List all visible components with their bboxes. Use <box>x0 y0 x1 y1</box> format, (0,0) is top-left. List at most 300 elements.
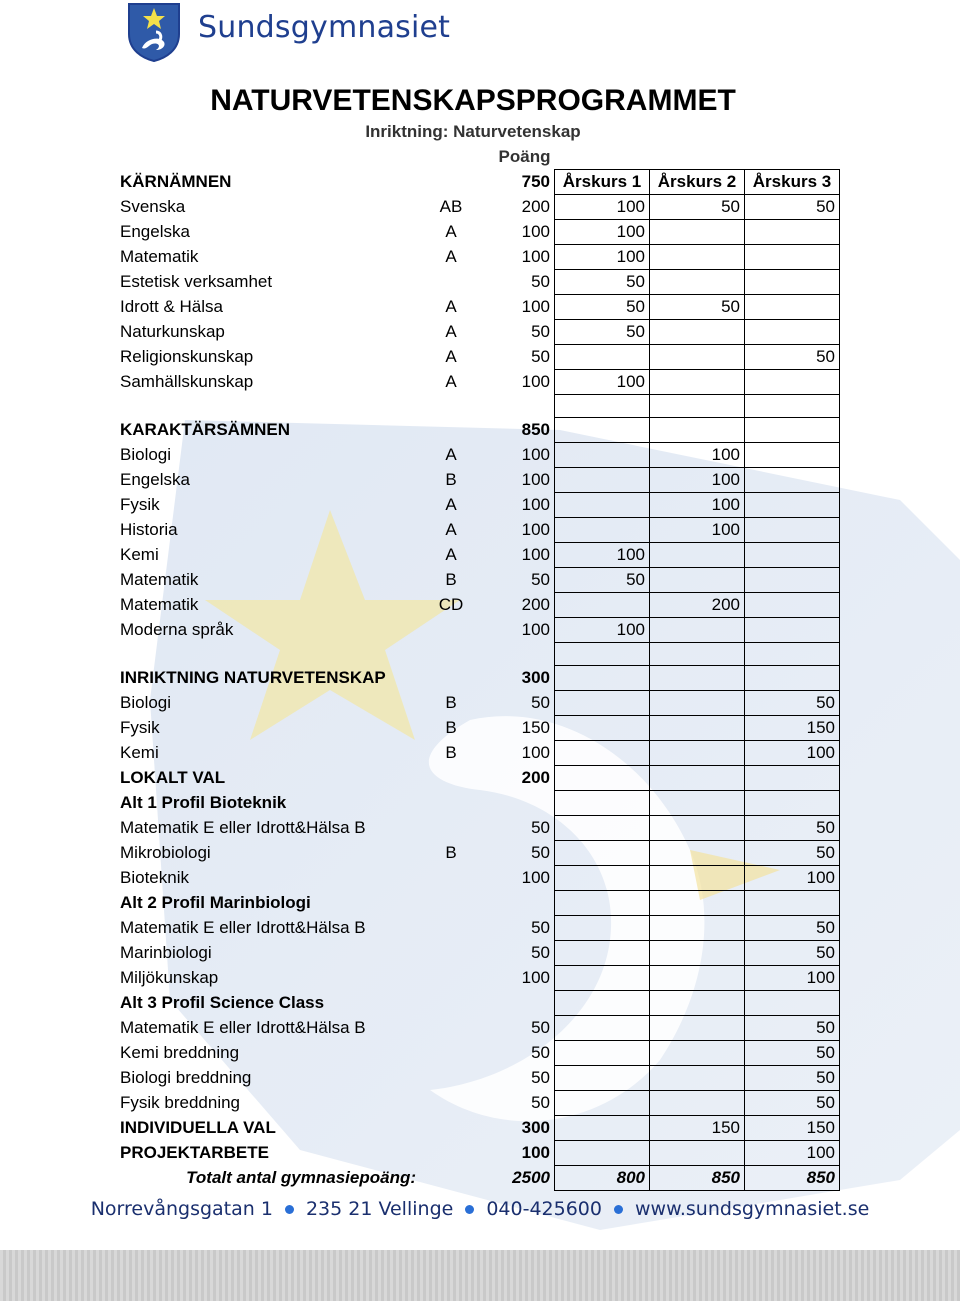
course-points: 50 <box>531 1043 550 1062</box>
course-level: B <box>445 693 457 712</box>
course-points: 100 <box>521 445 550 464</box>
subject-name: Svenska <box>120 197 186 216</box>
subject-name: Bioteknik <box>120 868 189 887</box>
year-1-points <box>555 941 650 966</box>
footer-postal: 235 21 Vellinge <box>305 1198 454 1220</box>
table-row <box>116 691 840 716</box>
course-level: B <box>445 718 457 737</box>
course-level <box>426 618 476 643</box>
year-3-points <box>745 891 840 916</box>
subject-name: Kemi <box>120 545 159 564</box>
course-points <box>476 643 555 666</box>
course-level <box>426 891 476 916</box>
school-crest-icon <box>126 2 182 62</box>
table-row <box>116 518 840 543</box>
year-2-points <box>650 991 745 1016</box>
year-2-points <box>650 320 745 345</box>
year-1-points <box>555 1141 650 1166</box>
course-level <box>426 766 476 791</box>
year-2-points <box>650 418 745 443</box>
course-points: 100 <box>521 620 550 639</box>
course-points: 100 <box>521 1143 550 1162</box>
spacer-row <box>116 395 840 418</box>
subject-name: KÄRNÄMNEN <box>120 172 232 191</box>
course-points: 50 <box>531 693 550 712</box>
year-1-points <box>555 1091 650 1116</box>
table-row <box>116 1041 840 1066</box>
course-points: 100 <box>521 520 550 539</box>
year-1-points: 50 <box>555 320 650 345</box>
year-1-points <box>555 468 650 493</box>
year-3-points: 50 <box>745 1066 840 1091</box>
course-points: 100 <box>521 545 550 564</box>
subject-name: Engelska <box>120 470 190 489</box>
subject-name: Fysik <box>120 495 160 514</box>
subject-name: Mikrobiologi <box>120 843 211 862</box>
subject-name: Historia <box>120 520 178 539</box>
year-1-points <box>555 418 650 443</box>
year-3-points <box>745 320 840 345</box>
year-2-points <box>650 866 745 891</box>
course-points: 750 <box>521 172 550 191</box>
year-2-points: 50 <box>650 295 745 320</box>
subject-name: Matematik E eller Idrott&Hälsa B <box>120 818 366 837</box>
year-1-points <box>555 666 650 691</box>
course-points <box>476 991 555 1016</box>
year-2-points <box>650 643 745 666</box>
subject-name: Moderna språk <box>120 620 234 639</box>
year-2-points <box>650 691 745 716</box>
year-3-points: 100 <box>745 866 840 891</box>
bullet-dot-icon <box>614 1205 623 1214</box>
year-2-points: 100 <box>650 493 745 518</box>
year-3-points <box>745 643 840 666</box>
year-1-points <box>555 1116 650 1141</box>
year-2-points <box>650 666 745 691</box>
footer-address: Norrevångsgatan 1 <box>90 1198 273 1220</box>
table-row <box>116 741 840 766</box>
table-row <box>116 841 840 866</box>
course-points: 100 <box>521 968 550 987</box>
year-2-points <box>650 716 745 741</box>
year-3-points <box>745 593 840 618</box>
header-blank-cell <box>745 145 840 170</box>
course-points: 50 <box>531 570 550 589</box>
course-level: A <box>445 322 457 341</box>
table-row <box>116 370 840 395</box>
year-3-points: 100 <box>745 966 840 991</box>
year-2-points: 850 <box>650 1166 745 1191</box>
course-points: 50 <box>531 1093 550 1112</box>
year-3-points <box>745 766 840 791</box>
year-2-points <box>650 1066 745 1091</box>
table-row <box>116 966 840 991</box>
course-level <box>426 941 476 966</box>
course-points: 100 <box>521 743 550 762</box>
section-row <box>116 170 840 195</box>
year-2-points: 150 <box>650 1116 745 1141</box>
year-1-points: 100 <box>555 618 650 643</box>
course-level: A <box>445 297 457 316</box>
subject-name: Kemi <box>120 743 159 762</box>
year-3-points <box>745 443 840 468</box>
subject-name: Matematik <box>120 247 199 266</box>
course-level <box>426 395 476 418</box>
page-title: NATURVETENSKAPSPROGRAMMET <box>210 84 736 117</box>
year-3-points: 50 <box>745 841 840 866</box>
year-1-points <box>555 791 650 816</box>
year-3-points <box>745 518 840 543</box>
course-points: 300 <box>521 1118 550 1137</box>
subsection-row <box>116 791 840 816</box>
year-2-points: 100 <box>650 443 745 468</box>
year-2-points <box>650 345 745 370</box>
year-1-points <box>555 716 650 741</box>
course-level <box>426 418 476 443</box>
year-2-points <box>650 941 745 966</box>
bullet-dot-icon <box>465 1205 474 1214</box>
course-points: 2500 <box>512 1168 550 1187</box>
year-header: Årskurs 3 <box>745 170 840 195</box>
year-3-points <box>745 543 840 568</box>
course-points <box>476 395 555 418</box>
year-1-points <box>555 593 650 618</box>
course-points <box>476 791 555 816</box>
course-points: 100 <box>521 495 550 514</box>
course-level: A <box>445 445 457 464</box>
year-3-points <box>745 295 840 320</box>
year-1-points <box>555 916 650 941</box>
table-row <box>116 1016 840 1041</box>
year-1-points <box>555 518 650 543</box>
year-2-points: 100 <box>650 518 745 543</box>
year-2-points <box>650 966 745 991</box>
year-3-points: 50 <box>745 916 840 941</box>
course-level: AB <box>439 197 463 216</box>
course-level: A <box>445 347 457 366</box>
table-row <box>116 320 840 345</box>
course-points: 150 <box>521 718 550 737</box>
year-2-points <box>650 1091 745 1116</box>
year-header: Årskurs 2 <box>650 170 745 195</box>
header-level-cell <box>426 145 476 170</box>
year-1-points: 100 <box>555 543 650 568</box>
course-level <box>426 791 476 816</box>
year-1-points <box>555 395 650 418</box>
course-level <box>426 966 476 991</box>
table-row <box>116 245 840 270</box>
table-row <box>116 1066 840 1091</box>
year-3-points: 50 <box>745 691 840 716</box>
table-row <box>116 493 840 518</box>
course-points: 100 <box>521 372 550 391</box>
subsection-row <box>116 991 840 1016</box>
subject-name: Matematik E eller Idrott&Hälsa B <box>120 918 366 937</box>
course-points: 50 <box>531 818 550 837</box>
footer-website[interactable]: www.sundsgymnasiet.se <box>634 1198 870 1220</box>
year-2-points <box>650 618 745 643</box>
year-3-points <box>745 991 840 1016</box>
footer-phone: 040-425600 <box>486 1198 602 1220</box>
year-3-points <box>745 493 840 518</box>
table-row <box>116 866 840 891</box>
year-1-points <box>555 1016 650 1041</box>
year-1-points <box>555 443 650 468</box>
course-level <box>426 1166 476 1191</box>
subject-name: INRIKTNING NATURVETENSKAP <box>120 668 386 687</box>
table-row <box>116 1091 840 1116</box>
year-1-points <box>555 816 650 841</box>
subject-name: Biologi breddning <box>120 1068 252 1087</box>
year-1-points <box>555 866 650 891</box>
subject-name: Totalt antal gymnasiepoäng: <box>186 1168 416 1187</box>
year-1-points: 50 <box>555 270 650 295</box>
subject-name: Estetisk verksamhet <box>120 272 273 291</box>
table-row <box>116 543 840 568</box>
course-level <box>426 1091 476 1116</box>
course-level <box>426 1041 476 1066</box>
course-points: 50 <box>531 1068 550 1087</box>
points-header: Poäng <box>498 147 551 167</box>
footer-band <box>0 1250 960 1301</box>
course-level: A <box>445 520 457 539</box>
brand-name: Sundsgymnasiet <box>198 10 451 45</box>
course-points: 100 <box>521 297 550 316</box>
subject-name: Religionskunskap <box>120 347 254 366</box>
section-row <box>116 418 840 443</box>
course-points <box>476 891 555 916</box>
year-3-points: 150 <box>745 1116 840 1141</box>
year-3-points: 50 <box>745 1091 840 1116</box>
year-3-points: 50 <box>745 1041 840 1066</box>
year-1-points: 50 <box>555 295 650 320</box>
course-level: A <box>445 545 457 564</box>
year-3-points <box>745 666 840 691</box>
year-2-points <box>650 916 745 941</box>
year-1-points <box>555 345 650 370</box>
year-2-points <box>650 543 745 568</box>
course-points: 50 <box>531 272 550 291</box>
year-2-points <box>650 891 745 916</box>
course-level <box>426 916 476 941</box>
course-level: A <box>445 247 457 266</box>
course-points: 300 <box>521 668 550 687</box>
course-level <box>426 1066 476 1091</box>
subject-name: Alt 1 Profil Bioteknik <box>120 793 287 812</box>
course-level <box>426 1141 476 1166</box>
course-level <box>426 991 476 1016</box>
year-1-points <box>555 493 650 518</box>
subject-name: INDIVIDUELLA VAL <box>120 1118 276 1137</box>
course-level <box>426 643 476 666</box>
year-1-points: 800 <box>555 1166 650 1191</box>
year-3-points <box>745 245 840 270</box>
year-2-points: 200 <box>650 593 745 618</box>
year-3-points: 150 <box>745 716 840 741</box>
subject-name: Alt 2 Profil Marinbiologi <box>120 893 311 912</box>
course-level <box>426 866 476 891</box>
year-2-points <box>650 1016 745 1041</box>
table-row <box>116 716 840 741</box>
year-2-points <box>650 568 745 593</box>
table-row <box>116 220 840 245</box>
course-level <box>426 666 476 691</box>
year-3-points <box>745 395 840 418</box>
course-plan-table <box>116 145 840 1191</box>
year-3-points: 100 <box>745 741 840 766</box>
course-points: 200 <box>521 595 550 614</box>
subject-name: Matematik E eller Idrott&Hälsa B <box>120 1018 366 1037</box>
year-2-points <box>650 816 745 841</box>
year-1-points <box>555 1041 650 1066</box>
course-level <box>426 170 476 195</box>
year-3-points <box>745 220 840 245</box>
course-points: 100 <box>521 247 550 266</box>
table-row <box>116 195 840 220</box>
year-2-points <box>650 1041 745 1066</box>
header-blank-cell <box>650 145 745 170</box>
subject-name: Kemi breddning <box>120 1043 240 1062</box>
year-2-points: 100 <box>650 468 745 493</box>
course-points: 50 <box>531 943 550 962</box>
total-row <box>116 1166 840 1191</box>
subject-name: PROJEKTARBETE <box>120 1143 269 1162</box>
year-1-points: 50 <box>555 568 650 593</box>
course-level <box>426 270 476 295</box>
year-1-points: 100 <box>555 195 650 220</box>
year-2-points <box>650 791 745 816</box>
course-level: A <box>445 222 457 241</box>
footer-contact <box>0 1198 960 1220</box>
subject-name <box>116 643 426 666</box>
year-1-points <box>555 891 650 916</box>
header-name-cell <box>116 145 426 170</box>
course-level: B <box>445 470 457 489</box>
section-row <box>116 1116 840 1141</box>
table-row <box>116 618 840 643</box>
course-level <box>426 1116 476 1141</box>
year-1-points <box>555 643 650 666</box>
section-row <box>116 1141 840 1166</box>
table-row <box>116 568 840 593</box>
course-points: 200 <box>521 768 550 787</box>
subject-name: Marinbiologi <box>120 943 212 962</box>
subject-name: Engelska <box>120 222 190 241</box>
table-row <box>116 593 840 618</box>
course-level: B <box>445 570 457 589</box>
year-3-points: 100 <box>745 1141 840 1166</box>
year-1-points: 100 <box>555 370 650 395</box>
year-1-points: 100 <box>555 220 650 245</box>
course-points: 50 <box>531 843 550 862</box>
year-1-points <box>555 691 650 716</box>
year-3-points: 50 <box>745 816 840 841</box>
year-2-points <box>650 245 745 270</box>
subject-name: Matematik <box>120 595 199 614</box>
year-3-points: 850 <box>745 1166 840 1191</box>
course-points: 50 <box>531 918 550 937</box>
course-points: 50 <box>531 347 550 366</box>
course-points: 850 <box>521 420 550 439</box>
subject-name: LOKALT VAL <box>120 768 226 787</box>
table-row <box>116 443 840 468</box>
subject-name: Biologi <box>120 445 172 464</box>
page-subtitle: Inriktning: Naturvetenskap <box>365 122 581 141</box>
header-row <box>116 145 840 170</box>
table-row <box>116 916 840 941</box>
table-row <box>116 345 840 370</box>
year-header: Årskurs 1 <box>555 170 650 195</box>
year-1-points <box>555 991 650 1016</box>
year-1-points <box>555 741 650 766</box>
bullet-dot-icon <box>285 1205 294 1214</box>
year-3-points: 50 <box>745 1016 840 1041</box>
subject-name: Fysik <box>120 718 160 737</box>
year-2-points <box>650 370 745 395</box>
year-3-points: 50 <box>745 345 840 370</box>
year-2-points <box>650 741 745 766</box>
year-2-points <box>650 270 745 295</box>
year-1-points: 100 <box>555 245 650 270</box>
subject-name: Alt 3 Profil Science Class <box>120 993 325 1012</box>
course-points: 200 <box>521 197 550 216</box>
subject-name: Samhällskunskap <box>120 372 254 391</box>
year-3-points: 50 <box>745 941 840 966</box>
year-3-points <box>745 618 840 643</box>
course-level: A <box>445 372 457 391</box>
year-1-points <box>555 766 650 791</box>
year-3-points <box>745 468 840 493</box>
year-1-points <box>555 1066 650 1091</box>
subject-name: Naturkunskap <box>120 322 225 341</box>
subject-name: Fysik breddning <box>120 1093 241 1112</box>
table-row <box>116 941 840 966</box>
year-2-points <box>650 766 745 791</box>
header-blank-cell <box>555 145 650 170</box>
subject-name: Idrott & Hälsa <box>120 297 223 316</box>
course-level: B <box>445 843 457 862</box>
subject-name: Biologi <box>120 693 172 712</box>
year-2-points <box>650 395 745 418</box>
year-3-points <box>745 568 840 593</box>
course-level: B <box>445 743 457 762</box>
year-3-points: 50 <box>745 195 840 220</box>
year-2-points <box>650 220 745 245</box>
course-points: 50 <box>531 1018 550 1037</box>
course-level <box>426 1016 476 1041</box>
year-1-points <box>555 966 650 991</box>
table-row <box>116 468 840 493</box>
table-row <box>116 295 840 320</box>
year-2-points <box>650 1141 745 1166</box>
course-points: 100 <box>521 470 550 489</box>
course-level: A <box>445 495 457 514</box>
subject-name <box>116 395 426 418</box>
year-3-points <box>745 791 840 816</box>
year-2-points: 50 <box>650 195 745 220</box>
year-3-points <box>745 270 840 295</box>
course-points: 50 <box>531 322 550 341</box>
subject-name: Miljökunskap <box>120 968 219 987</box>
section-row <box>116 766 840 791</box>
section-row <box>116 666 840 691</box>
course-points: 100 <box>521 868 550 887</box>
subsection-row <box>116 891 840 916</box>
year-2-points <box>650 841 745 866</box>
year-3-points <box>745 418 840 443</box>
year-1-points <box>555 841 650 866</box>
table-row <box>116 816 840 841</box>
